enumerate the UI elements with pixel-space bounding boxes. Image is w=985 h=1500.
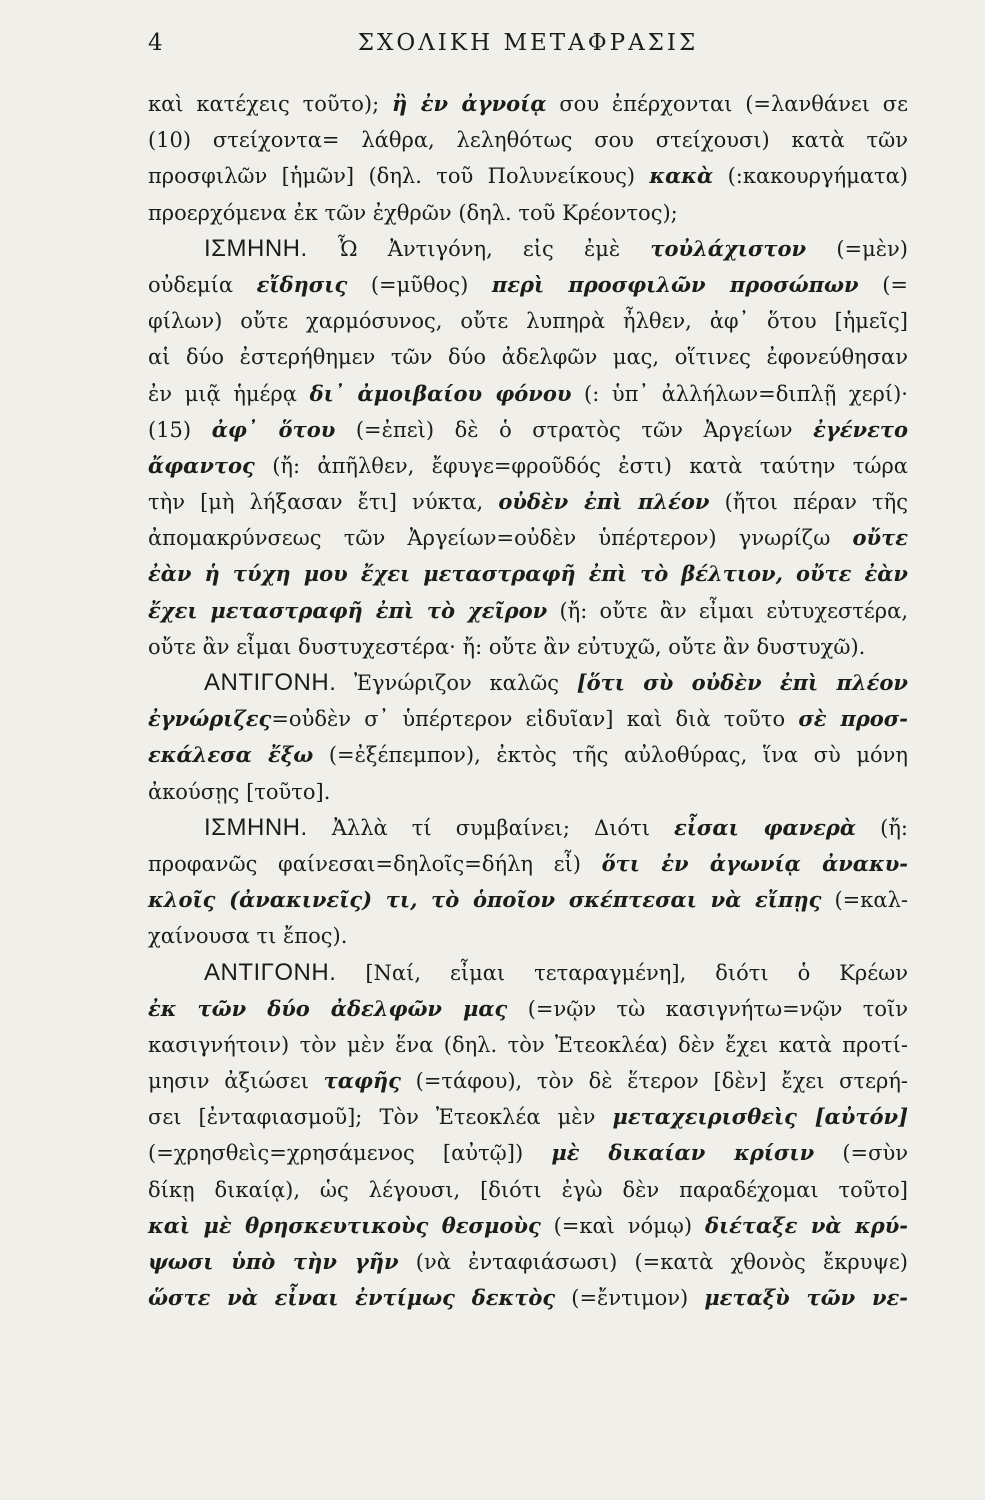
lemma-text: ἐγένετο — [813, 416, 908, 442]
gloss-text: Ἀλλὰ τί συμβαίνει; Διότι — [307, 815, 674, 840]
gloss-text: (=νῷν τὼ κασιγνήτω=νῷν τοῖν — [507, 996, 908, 1021]
lemma-text: μὲ δικαίαν κρίσιν — [551, 1140, 815, 1166]
text-line — [148, 195, 908, 231]
text-line — [148, 484, 908, 520]
lemma-text: ἐὰν ἡ τύχη μου ἔχει μεταστραφῆ ἐπὶ τὸ βέλτιον, οὔτε ἐὰν — [148, 561, 908, 587]
lemma-text: διέταξε νὰ κρύ- — [704, 1212, 909, 1238]
lemma-text: τοὐλάχιστον — [650, 235, 807, 261]
gloss-text: (=καλ- — [821, 888, 908, 913]
text-line — [148, 665, 908, 701]
gloss-text: Ἐγνώριζον καλῶς — [336, 671, 577, 695]
gloss-text: προφανῶς φαίνεσαι=δηλοῖς=δήλη εἶ) — [148, 851, 602, 876]
text-line — [148, 556, 908, 592]
text-line — [148, 991, 908, 1027]
lemma-text: ταφῆς — [323, 1068, 401, 1094]
lemma-text: ἄφαντος — [148, 452, 255, 478]
gloss-text: κασιγνήτοιν) τὸν μὲν ἕνα (δηλ. τὸν Ἐτεοκλέα) δὲν ἔχει κατὰ προτί- — [148, 1032, 908, 1057]
text-line — [148, 882, 908, 918]
gloss-text: (ἤ: οὔτε ἂν εἶμαι εὐτυχεστέρα, — [547, 598, 908, 623]
gloss-text: ἐν μιᾷ ἡμέρᾳ — [148, 381, 310, 406]
lemma-text: ἔχει μεταστραφῆ ἐπὶ τὸ χεῖρον — [148, 597, 548, 623]
text-line — [148, 593, 908, 629]
lemma-text: ἀφ᾽ ὅτου — [211, 416, 336, 442]
text-line — [148, 231, 908, 267]
gloss-text: (10) στείχοντα= λάθρα, λεληθότως σου στείχουσι) κατὰ τῶν — [148, 128, 908, 153]
gloss-text: (=σὺν — [814, 1141, 908, 1166]
text-line — [148, 955, 908, 991]
gloss-text: (:κακουργήματα) — [713, 164, 908, 189]
text-line — [148, 1027, 908, 1063]
gloss-text: (=ἐπεὶ) δὲ ὁ στρατὸς τῶν Ἀργείων — [335, 417, 814, 442]
lemma-text: σὲ προσ- — [798, 706, 908, 732]
gloss-text: (= — [858, 272, 909, 297]
text-line — [148, 918, 908, 954]
speaker-name: ΙΣΜΗΝΗ. — [204, 234, 308, 262]
lemma-text: ὅτι ἐν ἀγωνίᾳ ἀνακυ- — [601, 850, 908, 876]
text-line — [148, 158, 908, 194]
text-line — [148, 1280, 908, 1316]
text-line — [148, 376, 908, 412]
gloss-text: (ἤ: — [856, 815, 908, 840]
text-line — [148, 267, 908, 303]
gloss-text: ἀκούσῃς [τοῦτο]. — [148, 779, 331, 804]
text-line — [148, 737, 908, 773]
gloss-text: (=ἔντιμον) — [555, 1286, 705, 1311]
lemma-text: ἐκ τῶν δύο ἀδελφῶν μας — [148, 995, 508, 1021]
lemma-text: εἶσαι φανερὰ — [674, 814, 857, 840]
text-line — [148, 629, 908, 665]
speaker-name: ΙΣΜΗΝΗ. — [204, 813, 308, 841]
text-line — [148, 86, 908, 122]
page-number: 4 — [148, 30, 163, 56]
page-header — [148, 28, 908, 68]
gloss-text: (νὰ ἐνταφιάσωσι) (=κατὰ χθονὸς ἔκρυψε) — [398, 1250, 908, 1274]
gloss-text: οὐδεμία — [148, 272, 257, 297]
lemma-text: κακὰ — [649, 163, 714, 189]
lemma-text: δι᾽ ἀμοιβαίου φόνου — [309, 380, 572, 406]
text-line — [148, 520, 908, 556]
text-line — [148, 1244, 908, 1280]
gloss-text: (=χρησθεὶς=χρησάμενος [αὐτῷ]) — [148, 1141, 552, 1166]
lemma-text: ψωσι ὑπὸ τὴν γῆν — [148, 1249, 399, 1274]
gloss-text: προσφιλῶν [ἡμῶν] (δηλ. τοῦ Πολυνείκους) — [148, 164, 650, 189]
gloss-text: (ἤ: ἀπῆλθεν, ἔφυγε=φροῦδός ἐστι) κατὰ ταύτην τώρα — [254, 453, 908, 478]
lemma-text: εἴδησις — [256, 271, 348, 297]
gloss-text: (=ἐξέπεμπον), ἐκτὸς τῆς αὐλοθύρας, ἵνα σὺ μόνη — [313, 743, 908, 768]
lemma-text: ὥστε νὰ εἶναι ἐντίμως δεκτὸς — [148, 1285, 556, 1311]
gloss-text: =οὐδὲν σ᾽ ὑπέρτερον εἰδυῖαν] καὶ διὰ τοῦτο — [271, 707, 799, 732]
gloss-text: αἱ δύο ἐστερήθημεν τῶν δύο ἀδελφῶν μας, οἵτινες ἐφονεύθησαν — [148, 345, 908, 370]
gloss-text: (=καὶ νόμῳ) — [540, 1213, 705, 1238]
gloss-text: σου ἐπέρχονται (=λανθάνει σε — [546, 92, 909, 116]
lemma-text: οὔτε — [852, 525, 908, 551]
gloss-text: δίκῃ δικαίᾳ), ὡς λέγουσι, [διότι ἐγὼ δὲν παραδέχομαι τοῦτο] — [148, 1177, 908, 1202]
gloss-text: (: ὑπ᾽ ἀλλήλων=διπλῇ χερί)· — [571, 381, 908, 406]
gloss-text: (=τάφου), τὸν δὲ ἕτερον [δὲν] ἔχει στερή- — [400, 1069, 908, 1094]
gloss-text: (15) — [148, 417, 212, 442]
gloss-text: (=μῦθος) — [347, 272, 492, 297]
lemma-text: κλοῖς (ἀνακινεῖς) τι, τὸ ὁποῖον σκέπτεσαι νὰ εἴπῃς — [148, 887, 822, 913]
gloss-text: μησιν ἀξιώσει — [148, 1069, 324, 1094]
gloss-text: σει [ἐνταφιασμοῦ]; Τὸν Ἐτεοκλέα μὲν — [148, 1105, 613, 1130]
speaker-name: ΑΝΤΙΓΟΝΗ. — [204, 669, 337, 696]
lemma-text: ἐγνώριζες — [148, 706, 272, 732]
lemma-text: μεταχειρισθεὶς [αὐτόν] — [612, 1104, 909, 1130]
lemma-text: οὐδὲν ἐπὶ πλέον — [498, 489, 710, 515]
gloss-text: φίλων) οὔτε χαρμόσυνος, οὔτε λυπηρὰ ἦλθεν, ἀφ᾽ ὅτου [ἡμεῖς] — [148, 309, 908, 334]
gloss-text: χαίνουσα τι ἔπος). — [148, 924, 348, 949]
lemma-text: μεταξὺ τῶν νε- — [704, 1285, 908, 1311]
gloss-text: προερχόμενα ἐκ τῶν ἐχθρῶν (δηλ. τοῦ Κρέοντος); — [148, 200, 678, 225]
text-line — [148, 1135, 908, 1171]
text-line — [148, 339, 908, 375]
page-body — [148, 86, 908, 1316]
gloss-text: (ἤτοι πέραν τῆς — [709, 490, 909, 515]
text-line — [148, 122, 908, 158]
text-line — [148, 1099, 908, 1135]
text-line — [148, 846, 908, 882]
running-title: ΣΧΟΛΙΚΗ ΜΕΤΑΦΡΑΣΙΣ — [357, 30, 699, 56]
speaker-name: ΑΝΤΙΓΟΝΗ. — [204, 958, 337, 986]
text-line — [148, 774, 908, 810]
lemma-text: [ὅτι σὺ οὐδὲν ἐπὶ πλέον — [576, 670, 908, 695]
lemma-text: εκάλεσα ἔξω — [148, 742, 314, 768]
text-line — [148, 1063, 908, 1099]
gloss-text: [Ναί, εἶμαι τεταραγμένη], διότι ὁ Κρέων — [336, 960, 908, 985]
gloss-text: ἀπομακρύνσεως τῶν Ἀργείων=οὐδὲν ὑπέρτερον) γνωρίζω — [148, 526, 853, 551]
gloss-text: Ὦ Ἀντιγόνη, εἰς ἐμὲ — [307, 236, 651, 261]
gloss-text: οὔτε ἂν εἶμαι δυστυχεστέρα· ἤ: οὔτε ἂν εὐτυχῶ, οὔτε ἂν δυστυχῶ). — [148, 634, 866, 659]
gloss-text: (=μὲν) — [806, 236, 908, 261]
text-line — [148, 810, 908, 846]
lemma-text: καὶ μὲ θρησκευτικοὺς θεσμοὺς — [148, 1212, 541, 1238]
text-line — [148, 1208, 908, 1244]
text-line — [148, 412, 908, 448]
lemma-text: ἢ ἐν ἀγνοίᾳ — [392, 91, 547, 116]
text-line — [148, 701, 908, 737]
gloss-text: καὶ κατέχεις τοῦτο); — [148, 92, 393, 116]
gloss-text: τὴν [μὴ λήξασαν ἔτι] νύκτα, — [148, 490, 499, 515]
text-line — [148, 1172, 908, 1208]
text-line — [148, 303, 908, 339]
lemma-text: περὶ προσφιλῶν προσώπων — [491, 271, 859, 297]
text-line — [148, 448, 908, 484]
